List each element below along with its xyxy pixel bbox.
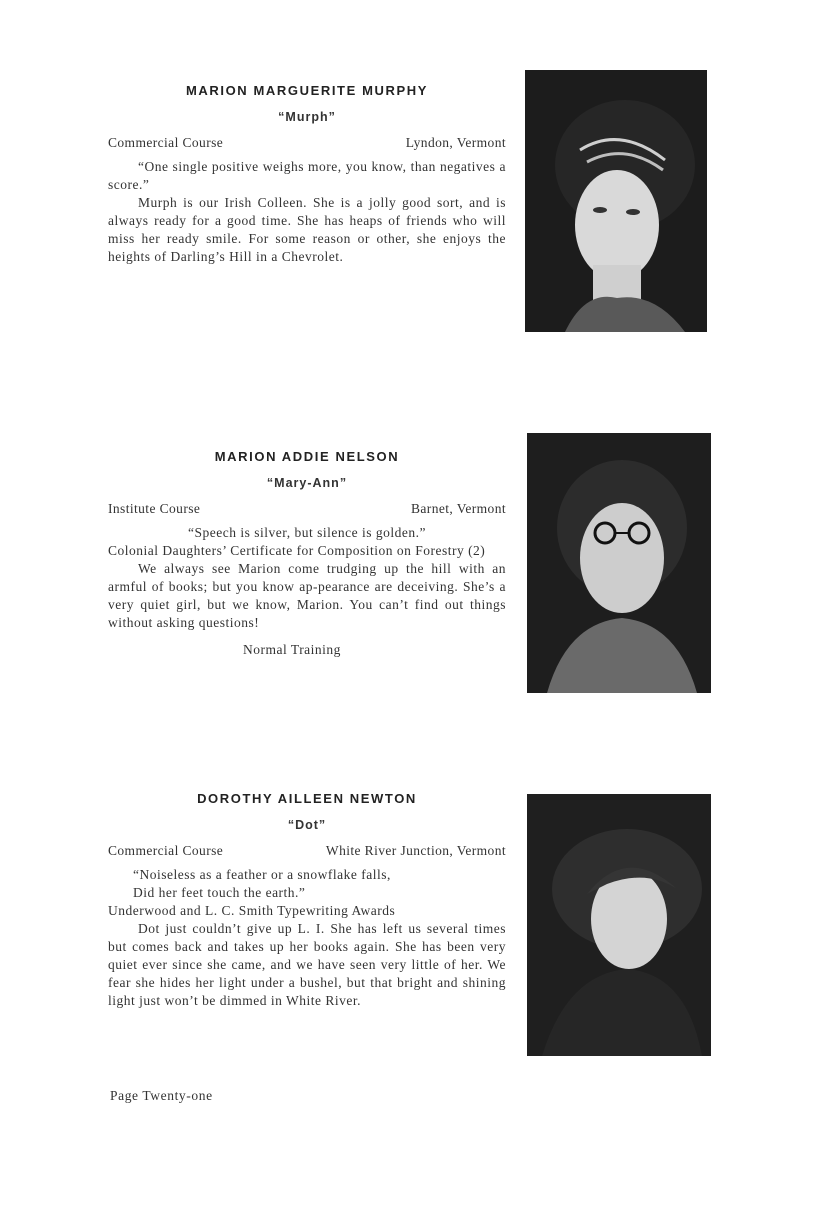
course: Institute Course — [108, 501, 201, 516]
extra-course: Normal Training — [243, 642, 341, 657]
course: Commercial Course — [108, 843, 224, 858]
hometown: White River Junction, Vermont — [325, 843, 506, 858]
quote: “Speech is silver, but silence is golden.” — [188, 525, 426, 540]
quote: “One single positive weighs more, you know, than negatives a score.” — [108, 159, 506, 192]
hometown: Lyndon, Vermont — [405, 135, 506, 150]
award: Underwood and L. C. Smith Typewriting Awards — [108, 903, 396, 918]
student-nickname: “Dot” — [287, 818, 327, 832]
bio: We always see Marion come trudging up the hill with an armful of books; but you know ap-pearance are deceiving. She’s a very quiet girl, but we know, Marion. You can’t find out things without asking questions! — [108, 561, 506, 630]
course-line — [108, 135, 506, 151]
page-number: Page Twenty-one — [110, 1088, 213, 1103]
course-line — [108, 843, 506, 859]
student-photo-newton — [527, 794, 711, 1056]
student-name: MARION ADDIE NELSON — [214, 449, 400, 464]
student-nickname: “Murph” — [278, 110, 336, 124]
student-entry-nelson — [108, 449, 506, 659]
bio: Murph is our Irish Colleen. She is a jolly good sort, and is always ready for a good time. She has heaps of friends who will miss her ready smile. For some reason or other, she enjoys the heights of Darling’s Hill in a Chevrolet. — [108, 195, 506, 264]
hometown: Barnet, Vermont — [411, 501, 506, 516]
quote-line-2: Did her feet touch the earth.” — [133, 885, 306, 900]
student-entry-murphy — [108, 83, 506, 266]
student-name: MARION MARGUERITE MURPHY — [185, 83, 429, 98]
bio: Dot just couldn’t give up L. I. She has left us several times but comes back and takes up her books again. She has been very quiet ever since she came, and we have seen very little of her. We fear she hides her light under a bushel, but that bright and shining light just won’t be dimmed in White River. — [108, 921, 506, 1008]
student-name: DOROTHY AILLEEN NEWTON — [197, 791, 417, 806]
course: Commercial Course — [108, 135, 224, 150]
student-nickname: “Mary-Ann” — [266, 476, 348, 490]
student-entry-newton — [108, 791, 506, 1010]
award: Colonial Daughters’ Certificate for Composition on Forestry (2) — [108, 543, 486, 558]
student-photo-nelson — [527, 433, 711, 693]
course-line — [108, 501, 506, 517]
quote-line-1: “Noiseless as a feather or a snowflake falls, — [133, 867, 391, 882]
student-photo-murphy — [525, 70, 707, 332]
